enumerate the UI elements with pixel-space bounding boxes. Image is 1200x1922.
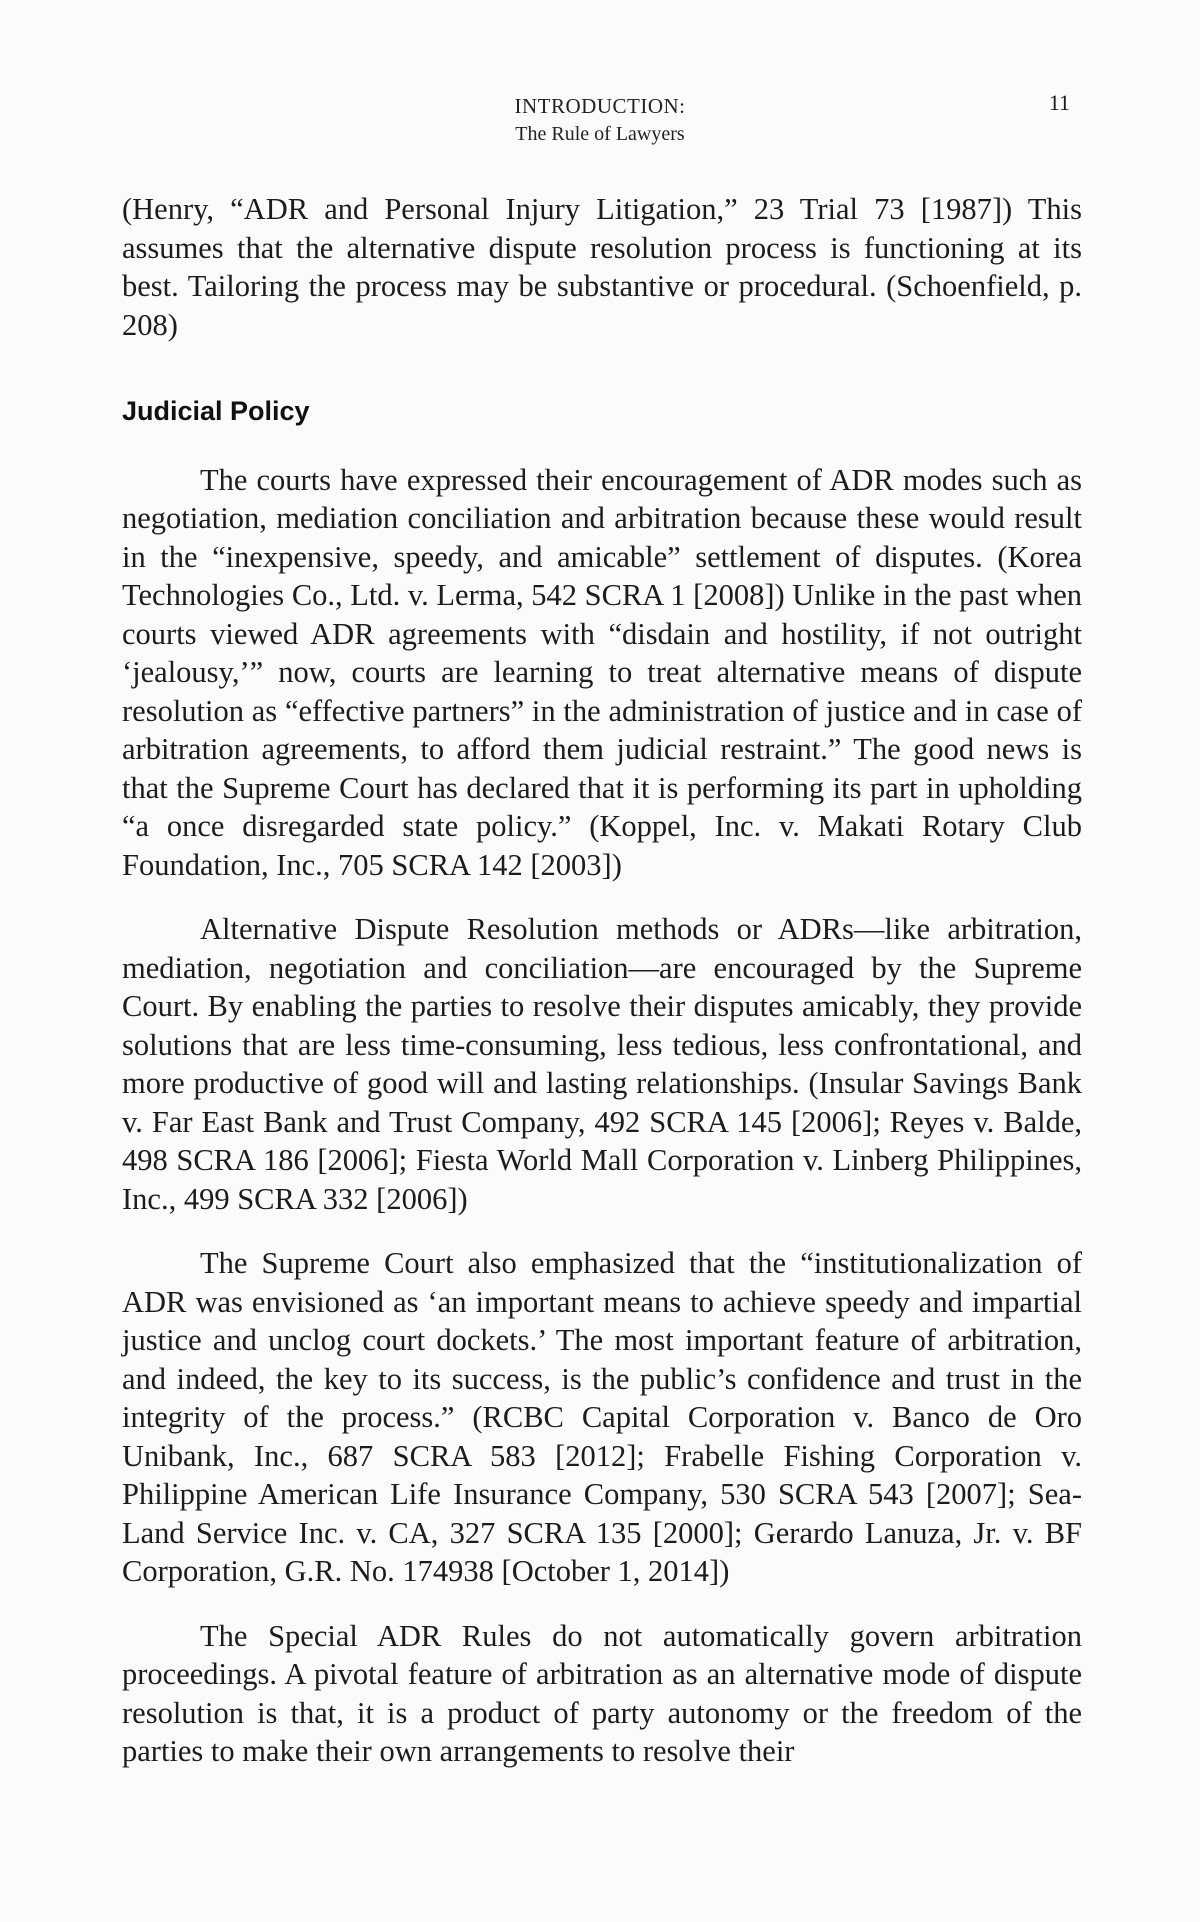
running-head-section: INTRODUCTION: [514, 94, 686, 118]
paragraph-judicial-policy-4: The Special ADR Rules do not automatically govern arbitration proceedings. A pivotal feature of arbitration as an alternative mode of dispute resolution is that, it is a product of party autonomy or the freedom of the parties to make their own arrangements to resolve their [122, 1618, 1082, 1768]
page-number: 11 [1048, 90, 1070, 115]
paragraph-continuation: (Henry, “ADR and Personal Injury Litigation,” 23 Trial 73 [1987]) This assumes that the alternative dispute resolution process is functioning at its best. Tailoring the process may be substantive or procedural. (Schoenfield, p. 208) [122, 192, 1082, 342]
paragraph-judicial-policy-3: The Supreme Court also emphasized that the “institutionalization of ADR was envisioned as ‘an important means to achieve speedy and impartial justice and unclog court dockets.’ The most important feature of arbitration, and indeed, the key to its success, is the public’s confidence and trust in the integrity of the process.” (RCBC Capital Corporation v. Banco de Oro Unibank, Inc., 687 SCRA 583 [2012]; Frabelle Fishing Corporation v. Philippine American Life Insurance Company, 530 SCRA 543 [2007]; Sea-Land Service Inc. v. CA, 327 SCRA 135 [2000]; Gerardo Lanuza, Jr. v. BF Corporation, G.R. No. 174938 [October 1, 2014]) [122, 1246, 1082, 1588]
section-heading: Judicial Policy [122, 396, 310, 426]
body-text [122, 190, 1082, 1771]
running-head [0, 92, 1200, 148]
running-head-subtitle: The Rule of Lawyers [515, 123, 685, 145]
paragraph-judicial-policy-2: Alternative Dispute Resolution methods or ADRs—like arbitration, mediation, negotiation and conciliation—are encouraged by the Supreme Court. By enabling the parties to resolve their disputes amicably, they provide solutions that are less time-consuming, less tedious, less confrontational, and more productive of good will and lasting relationships. (Insular Savings Bank v. Far East Bank and Trust Company, 492 SCRA 145 [2006]; Reyes v. Balde, 498 SCRA 186 [2006]; Fiesta World Mall Corporation v. Linberg Philippines, Inc., 499 SCRA 332 [2006]) [122, 912, 1082, 1216]
paragraph-judicial-policy-1: The courts have expressed their encouragement of ADR modes such as negotiation, mediation conciliation and arbitration because these would result in the “inexpensive, speedy, and amicable” settlement of disputes. (Korea Technologies Co., Ltd. v. Lerma, 542 SCRA 1 [2008]) Unlike in the past when courts viewed ADR agreements with “disdain and hostility, if not outright ‘jealousy,’” now, courts are learning to treat alternative means of dispute resolution as “effective partners” in the administration of justice and in case of arbitration agreements, to afford them judicial restraint.” The good news is that the Supreme Court has declared that it is performing its part in upholding “a once disregarded state policy.” (Koppel, Inc. v. Makati Rotary Club Foundation, Inc., 705 SCRA 142 [2003]) [122, 462, 1082, 882]
